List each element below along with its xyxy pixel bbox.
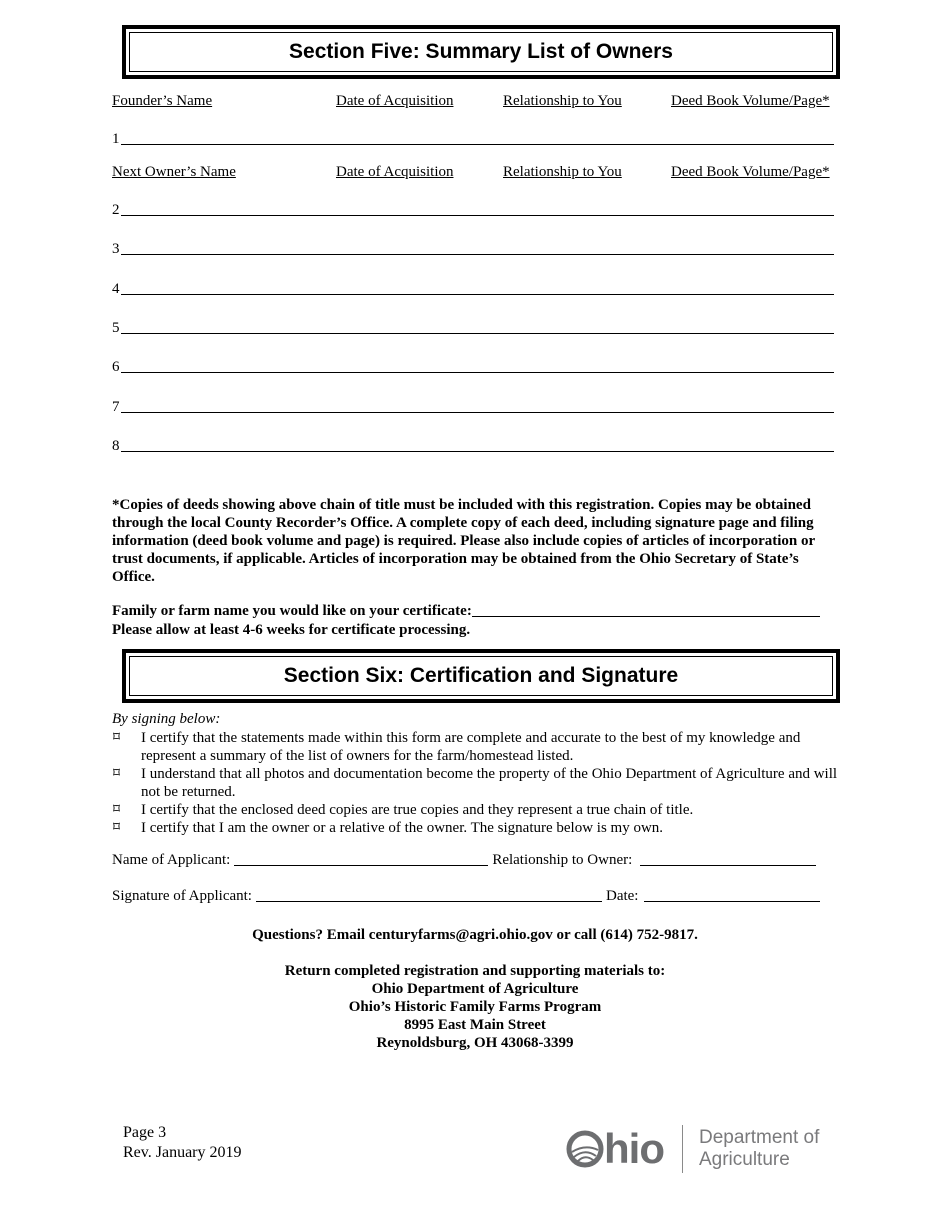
ohio-wordmark	[566, 1125, 664, 1173]
return-line-2: Ohio Department of Agriculture	[371, 981, 579, 997]
applicant-name-blank[interactable]	[234, 865, 488, 866]
ohio-wordmark-text: hio	[604, 1125, 664, 1172]
line-number: 3	[112, 241, 120, 257]
deed-copies-note: *Copies of deeds showing above chain of title must be included with this registration. Copies may be obtained through the local County Recorder’s Office. A complete copy of each deed, including signature page and filing information (deed book volume and page) is required. Please also include copies of articles of incorporation or trust documents, if applicable. Articles of incorporation may be obtained from the Ohio Secretary of State’s Office.	[112, 497, 815, 585]
certification-list	[112, 729, 840, 837]
line-number: 2	[112, 202, 120, 218]
owner-line-4[interactable]	[112, 278, 834, 298]
farm-name-field[interactable]	[112, 603, 824, 620]
logo-dept-line1: Department of	[698, 1127, 820, 1148]
checkbox-icon: ⌑	[113, 820, 121, 835]
checkbox-icon: ⌑	[113, 802, 121, 817]
signature-blank[interactable]	[256, 901, 602, 902]
applicant-name-row	[112, 852, 820, 869]
farm-name-blank[interactable]	[472, 616, 820, 617]
ohio-agriculture-logo	[566, 1123, 846, 1175]
line-number: 4	[112, 281, 120, 297]
processing-note: Please allow at least 4-6 weeks for certificate processing.	[112, 622, 471, 638]
ohio-o-icon	[566, 1130, 604, 1168]
owner-line-2[interactable]	[112, 199, 834, 219]
header-deed-book: Deed Book Volume/Page*	[671, 93, 830, 109]
logo-department	[699, 1127, 819, 1171]
certification-item-1: ⌑ I certify that the statements made within this form are complete and accurate to the best of my knowledge and represent a summary of the list of owners for the farm/homestead listed.	[113, 730, 801, 764]
applicant-name-label: Name of Applicant:	[112, 852, 231, 868]
owner-line-6[interactable]	[112, 356, 834, 376]
owner-line-5[interactable]	[112, 317, 834, 337]
logo-divider	[682, 1125, 683, 1173]
logo-dept-line2: Agriculture	[698, 1149, 790, 1170]
relationship-blank[interactable]	[640, 865, 816, 866]
line-number: 7	[112, 399, 120, 415]
signature-label: Signature of Applicant:	[112, 888, 252, 904]
owner-line-8[interactable]	[112, 435, 834, 455]
header-relationship: Relationship to You	[503, 93, 622, 109]
certification-item-2: ⌑ I understand that all photos and documentation become the property of the Ohio Department of Agriculture and will not be returned.	[113, 766, 838, 800]
certification-item-4: ⌑ I certify that I am the owner or a relative of the owner. The signature below is my own.	[113, 820, 664, 836]
return-line-4: 8995 East Main Street	[404, 1017, 546, 1033]
page-footer	[123, 1123, 242, 1163]
header-date-of-acquisition-2: Date of Acquisition	[336, 164, 454, 180]
line-number: 1	[112, 131, 120, 147]
return-line-3: Ohio’s Historic Family Farms Program	[348, 999, 602, 1015]
header-founder-name: Founder’s Name	[112, 93, 213, 109]
checkbox-icon: ⌑	[113, 766, 121, 781]
date-blank[interactable]	[644, 901, 820, 902]
line-number: 8	[112, 438, 120, 454]
signature-row	[112, 888, 824, 905]
line-number: 6	[112, 359, 120, 375]
header-next-owner-name: Next Owner’s Name	[112, 164, 236, 180]
owner-line-3[interactable]	[112, 238, 834, 258]
checkbox-icon: ⌑	[113, 730, 121, 745]
section-six-header	[122, 649, 840, 703]
header-date-of-acquisition: Date of Acquisition	[336, 93, 454, 109]
owner-line-1[interactable]	[112, 128, 834, 148]
questions-contact: Questions? Email centuryfarms@agri.ohio.gov or call (614) 752-9817.	[252, 927, 698, 943]
return-line-1: Return completed registration and supporting materials to:	[284, 963, 666, 979]
section-five-title: Section Five: Summary List of Owners	[129, 32, 833, 72]
revision-date: Rev. January 2019	[123, 1144, 242, 1161]
owner-line-7[interactable]	[112, 396, 834, 416]
section-five-header	[122, 25, 840, 79]
date-label: Date:	[605, 888, 639, 904]
header-relationship-2: Relationship to You	[503, 164, 622, 180]
header-deed-book-2: Deed Book Volume/Page*	[671, 164, 830, 180]
line-number: 5	[112, 320, 120, 336]
return-address	[0, 962, 950, 1052]
section-six-title: Section Six: Certification and Signature	[129, 656, 833, 696]
signing-intro: By signing below:	[112, 711, 221, 727]
certification-item-3: ⌑ I certify that the enclosed deed copies are true copies and they represent a true chain of title.	[113, 802, 694, 818]
farm-name-label: Family or farm name you would like on your certificate:	[112, 603, 472, 619]
page-number: Page 3	[123, 1124, 167, 1141]
relationship-label: Relationship to Owner:	[492, 852, 633, 868]
return-line-5: Reynoldsburg, OH 43068-3399	[376, 1035, 574, 1051]
